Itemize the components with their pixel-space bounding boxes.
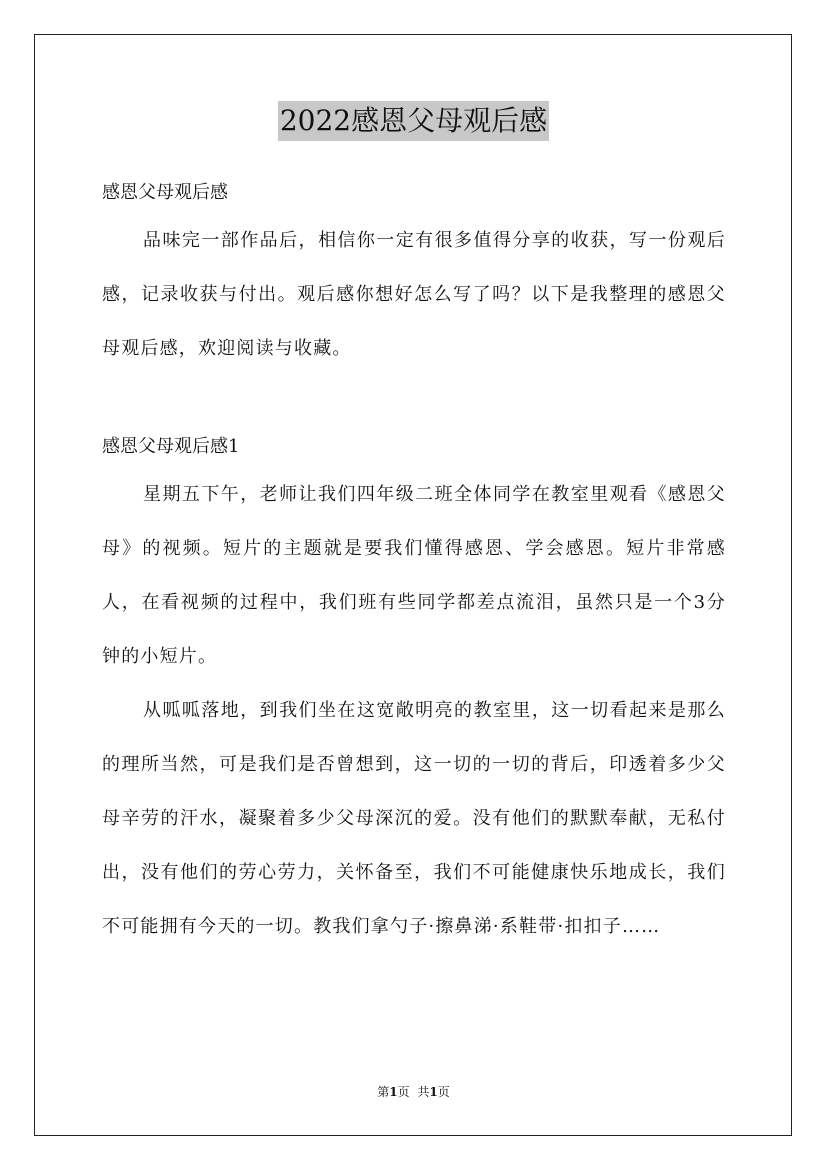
document-title: 2022感恩父母观后感 xyxy=(278,101,549,141)
intro-heading: 感恩父母观后感 xyxy=(102,182,228,203)
page-total: 1 xyxy=(429,1085,438,1099)
total-prefix: 共 xyxy=(417,1085,430,1099)
page-current: 1 xyxy=(389,1085,398,1099)
page-suffix: 页 xyxy=(397,1085,410,1099)
section-gap xyxy=(102,376,726,424)
page-footer xyxy=(0,1083,827,1101)
total-suffix: 页 xyxy=(437,1085,450,1099)
intro-paragraph: 品味完一部作品后，相信你一定有很多值得分享的收获，写一份观后感，记录收获与付出。观后感你想好怎么写了吗？以下是我整理的感恩父母观后感，欢迎阅读与收藏。 xyxy=(102,230,726,359)
section-heading: 感恩父母观后感1 xyxy=(102,436,240,457)
page-prefix: 第 xyxy=(377,1085,390,1099)
body-paragraph-2: 从呱呱落地，到我们坐在这宽敞明亮的教室里，这一切看起来是那么的理所当然，可是我们是否曾想到，这一切的一切的背后，印透着多少父母辛劳的汗水，凝聚着多少父母深沉的爱。没有他们的默默奉献，无私付出，没有他们的劳心劳力，关怀备至，我们不可能健康快乐地成长，我们不可能拥有今天的一切。教我们拿勺子·擦鼻涕·系鞋带·扣扣子…… xyxy=(102,700,726,937)
document-body xyxy=(102,172,726,954)
title-container xyxy=(0,101,827,141)
body-paragraph-1: 星期五下午，老师让我们四年级二班全体同学在教室里观看《感恩父母》的视频。短片的主题就是要我们懂得感恩、学会感恩。短片非常感人，在看视频的过程中，我们班有些同学都差点流泪，虽然只是一个3分钟的小短片。 xyxy=(102,484,726,667)
